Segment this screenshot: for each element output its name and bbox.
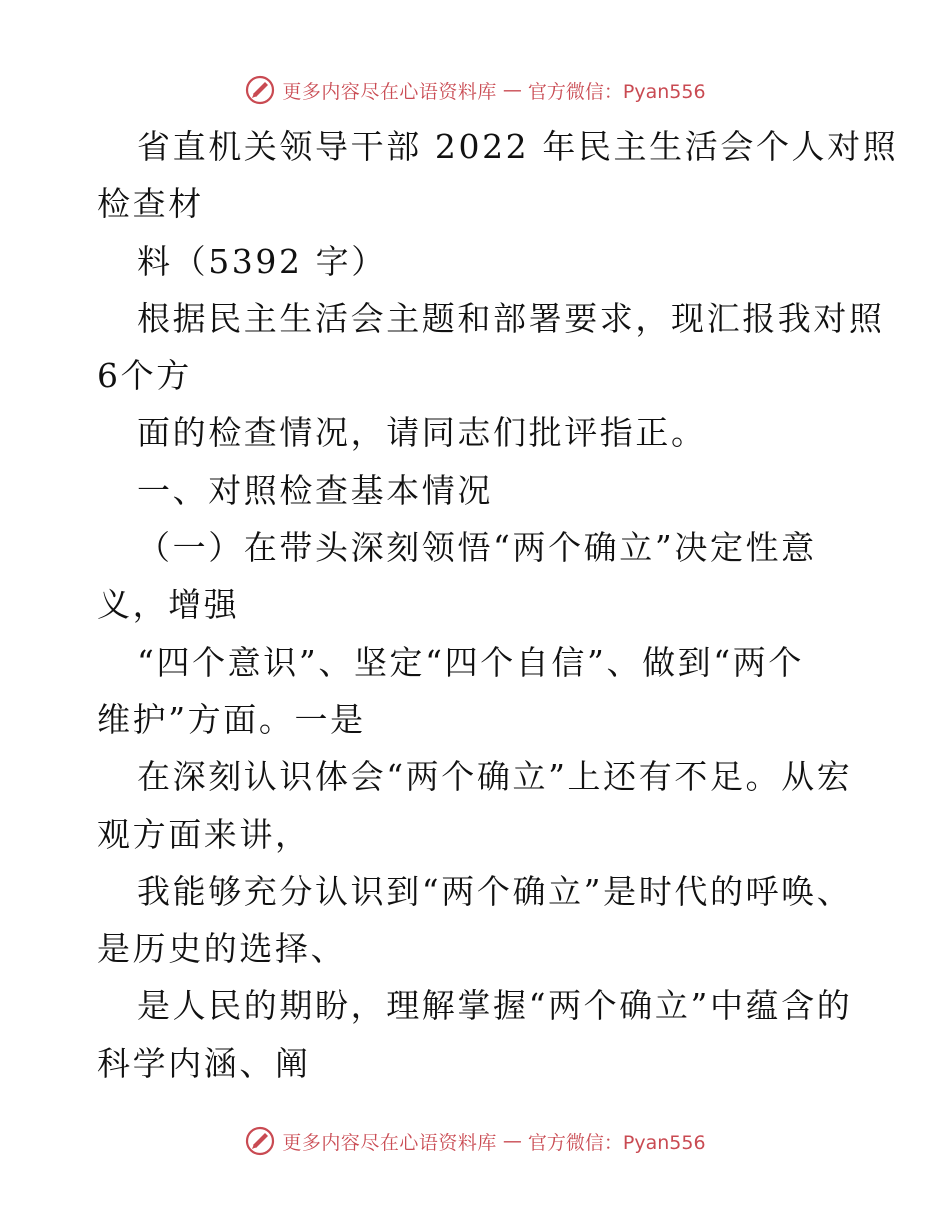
logo-icon [244, 74, 276, 106]
paragraph-line: 我能够充分认识到“两个确立”是时代的呼唤、 [137, 871, 853, 911]
paragraph-line: 根据民主生活会主题和部署要求，现汇报我对照 [137, 298, 885, 338]
subsection-heading: （一）在带头深刻领悟“两个确立”决定性意 [137, 528, 817, 568]
paragraph-line: 义，增强 [97, 585, 240, 625]
paragraph-line: 是人民的期盼，理解掌握“两个确立”中蕴含的 [137, 986, 853, 1026]
title-line-3: 料（5392 字） [137, 241, 387, 281]
section-heading: 一、对照检查基本情况 [137, 470, 493, 510]
watermark-wechat: 官方微信：Pyan556 [527, 1131, 706, 1154]
watermark-brand: 更多内容尽在心语资料库 [282, 80, 497, 103]
watermark-dash: — [502, 1130, 522, 1152]
document-body [97, 118, 899, 1092]
paragraph-line: 在深刻认识体会“两个确立”上还有不足。从宏 [137, 757, 853, 797]
watermark-wechat: 官方微信：Pyan556 [527, 80, 706, 103]
paragraph-line: 是历史的选择、 [97, 929, 347, 969]
watermark-footer [0, 1125, 950, 1157]
paragraph-line: 科学内涵、阐 [97, 1043, 311, 1083]
title-line-2: 检查材 [97, 184, 204, 224]
title-line-1: 省直机关领导干部 2022 年民主生活会个人对照 [137, 127, 899, 166]
watermark-brand: 更多内容尽在心语资料库 [282, 1131, 497, 1154]
paragraph-line: 维护”方面。一是 [97, 699, 366, 739]
paragraph-line: 观方面来讲， [97, 814, 311, 854]
paragraph-line: “四个意识”、坚定“四个自信”、做到“两个 [137, 642, 804, 682]
paragraph-line: 面的检查情况，请同志们批评指正。 [137, 413, 707, 453]
logo-icon [244, 1125, 276, 1157]
paragraph-line: 6个方 [97, 356, 192, 396]
watermark-dash: — [502, 79, 522, 101]
watermark-header [0, 74, 950, 106]
